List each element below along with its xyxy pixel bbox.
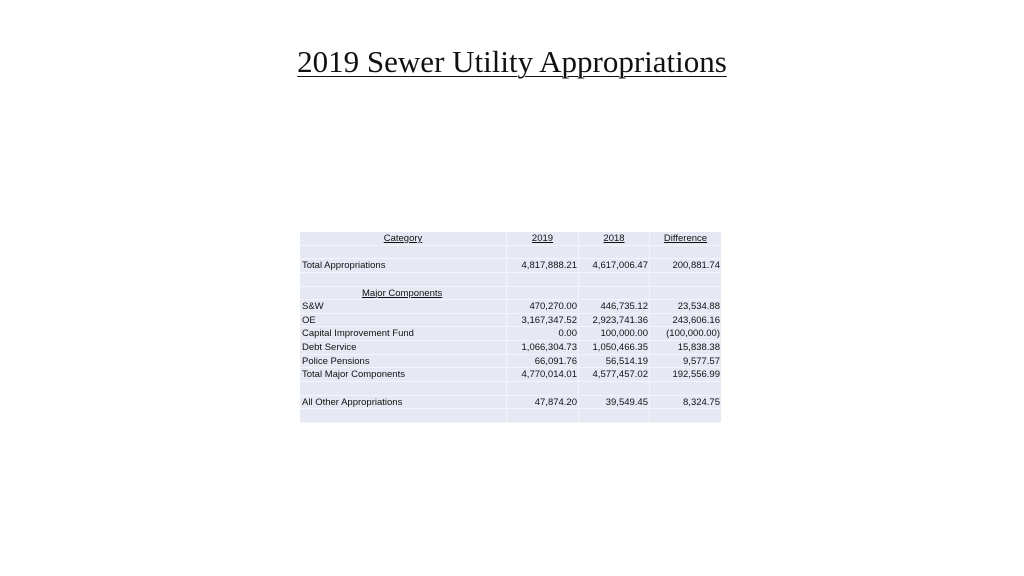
row-difference: 8,324.75 <box>683 396 720 408</box>
row-label: All Other Appropriations <box>300 396 507 409</box>
row-label: Capital Improvement Fund <box>300 327 507 340</box>
row-difference: 200,881.74 <box>672 260 720 272</box>
row-2019: 0.00 <box>507 327 579 340</box>
row-label: Debt Service <box>300 341 507 354</box>
header-difference: Difference <box>663 233 708 244</box>
row-2018: 446,735.12 <box>579 300 650 313</box>
header-category: Category <box>300 232 507 245</box>
appropriations-table <box>300 232 721 423</box>
row-2019: 4,770,014.01 <box>507 368 579 381</box>
row-2018: 4,617,006.47 <box>579 259 650 272</box>
row-2019: 470,270.00 <box>507 300 579 313</box>
row-label: Police Pensions <box>300 355 507 368</box>
slide-title: 2019 Sewer Utility Appropriations <box>297 44 727 79</box>
table-row <box>300 314 721 328</box>
table-row <box>300 259 721 273</box>
header-2019: 2019 <box>507 232 579 245</box>
row-2018: 56,514.19 <box>579 355 650 368</box>
row-difference: 23,534.88 <box>677 301 720 313</box>
blank-row <box>300 409 721 423</box>
row-2018: 1,050,466.35 <box>579 341 650 354</box>
row-label: OE <box>300 314 507 327</box>
row-difference: 9,577.57 <box>683 355 720 367</box>
table-row <box>300 327 721 341</box>
header-2018: 2018 <box>579 232 650 245</box>
table-row <box>300 300 721 314</box>
row-2019: 3,167,347.52 <box>507 314 579 327</box>
row-difference: (100,000.00) <box>666 328 720 340</box>
blank-row <box>300 246 721 260</box>
blank-row <box>300 273 721 287</box>
row-2019: 66,091.76 <box>507 355 579 368</box>
table-row <box>300 341 721 355</box>
table-row <box>300 396 721 410</box>
row-label: S&W <box>300 300 507 313</box>
row-2018: 39,549.45 <box>579 396 650 409</box>
row-difference: 243,606.16 <box>672 314 720 326</box>
blank-row <box>300 382 721 396</box>
table-row <box>300 355 721 369</box>
row-2018: 100,000.00 <box>579 327 650 340</box>
row-2018: 4,577,457.02 <box>579 368 650 381</box>
row-2019: 47,874.20 <box>507 396 579 409</box>
section-row <box>300 287 721 301</box>
row-difference: 192,556.99 <box>672 369 720 381</box>
row-2019: 4,817,888.21 <box>507 259 579 272</box>
row-label: Total Major Components <box>300 368 507 381</box>
table-row <box>300 368 721 382</box>
row-2019: 1,066,304.73 <box>507 341 579 354</box>
table-header-row <box>300 232 721 246</box>
section-label: Major Components <box>300 287 507 300</box>
row-label: Total Appropriations <box>300 259 507 272</box>
row-difference: 15,838.38 <box>677 342 720 353</box>
row-2018: 2,923,741.36 <box>579 314 650 327</box>
